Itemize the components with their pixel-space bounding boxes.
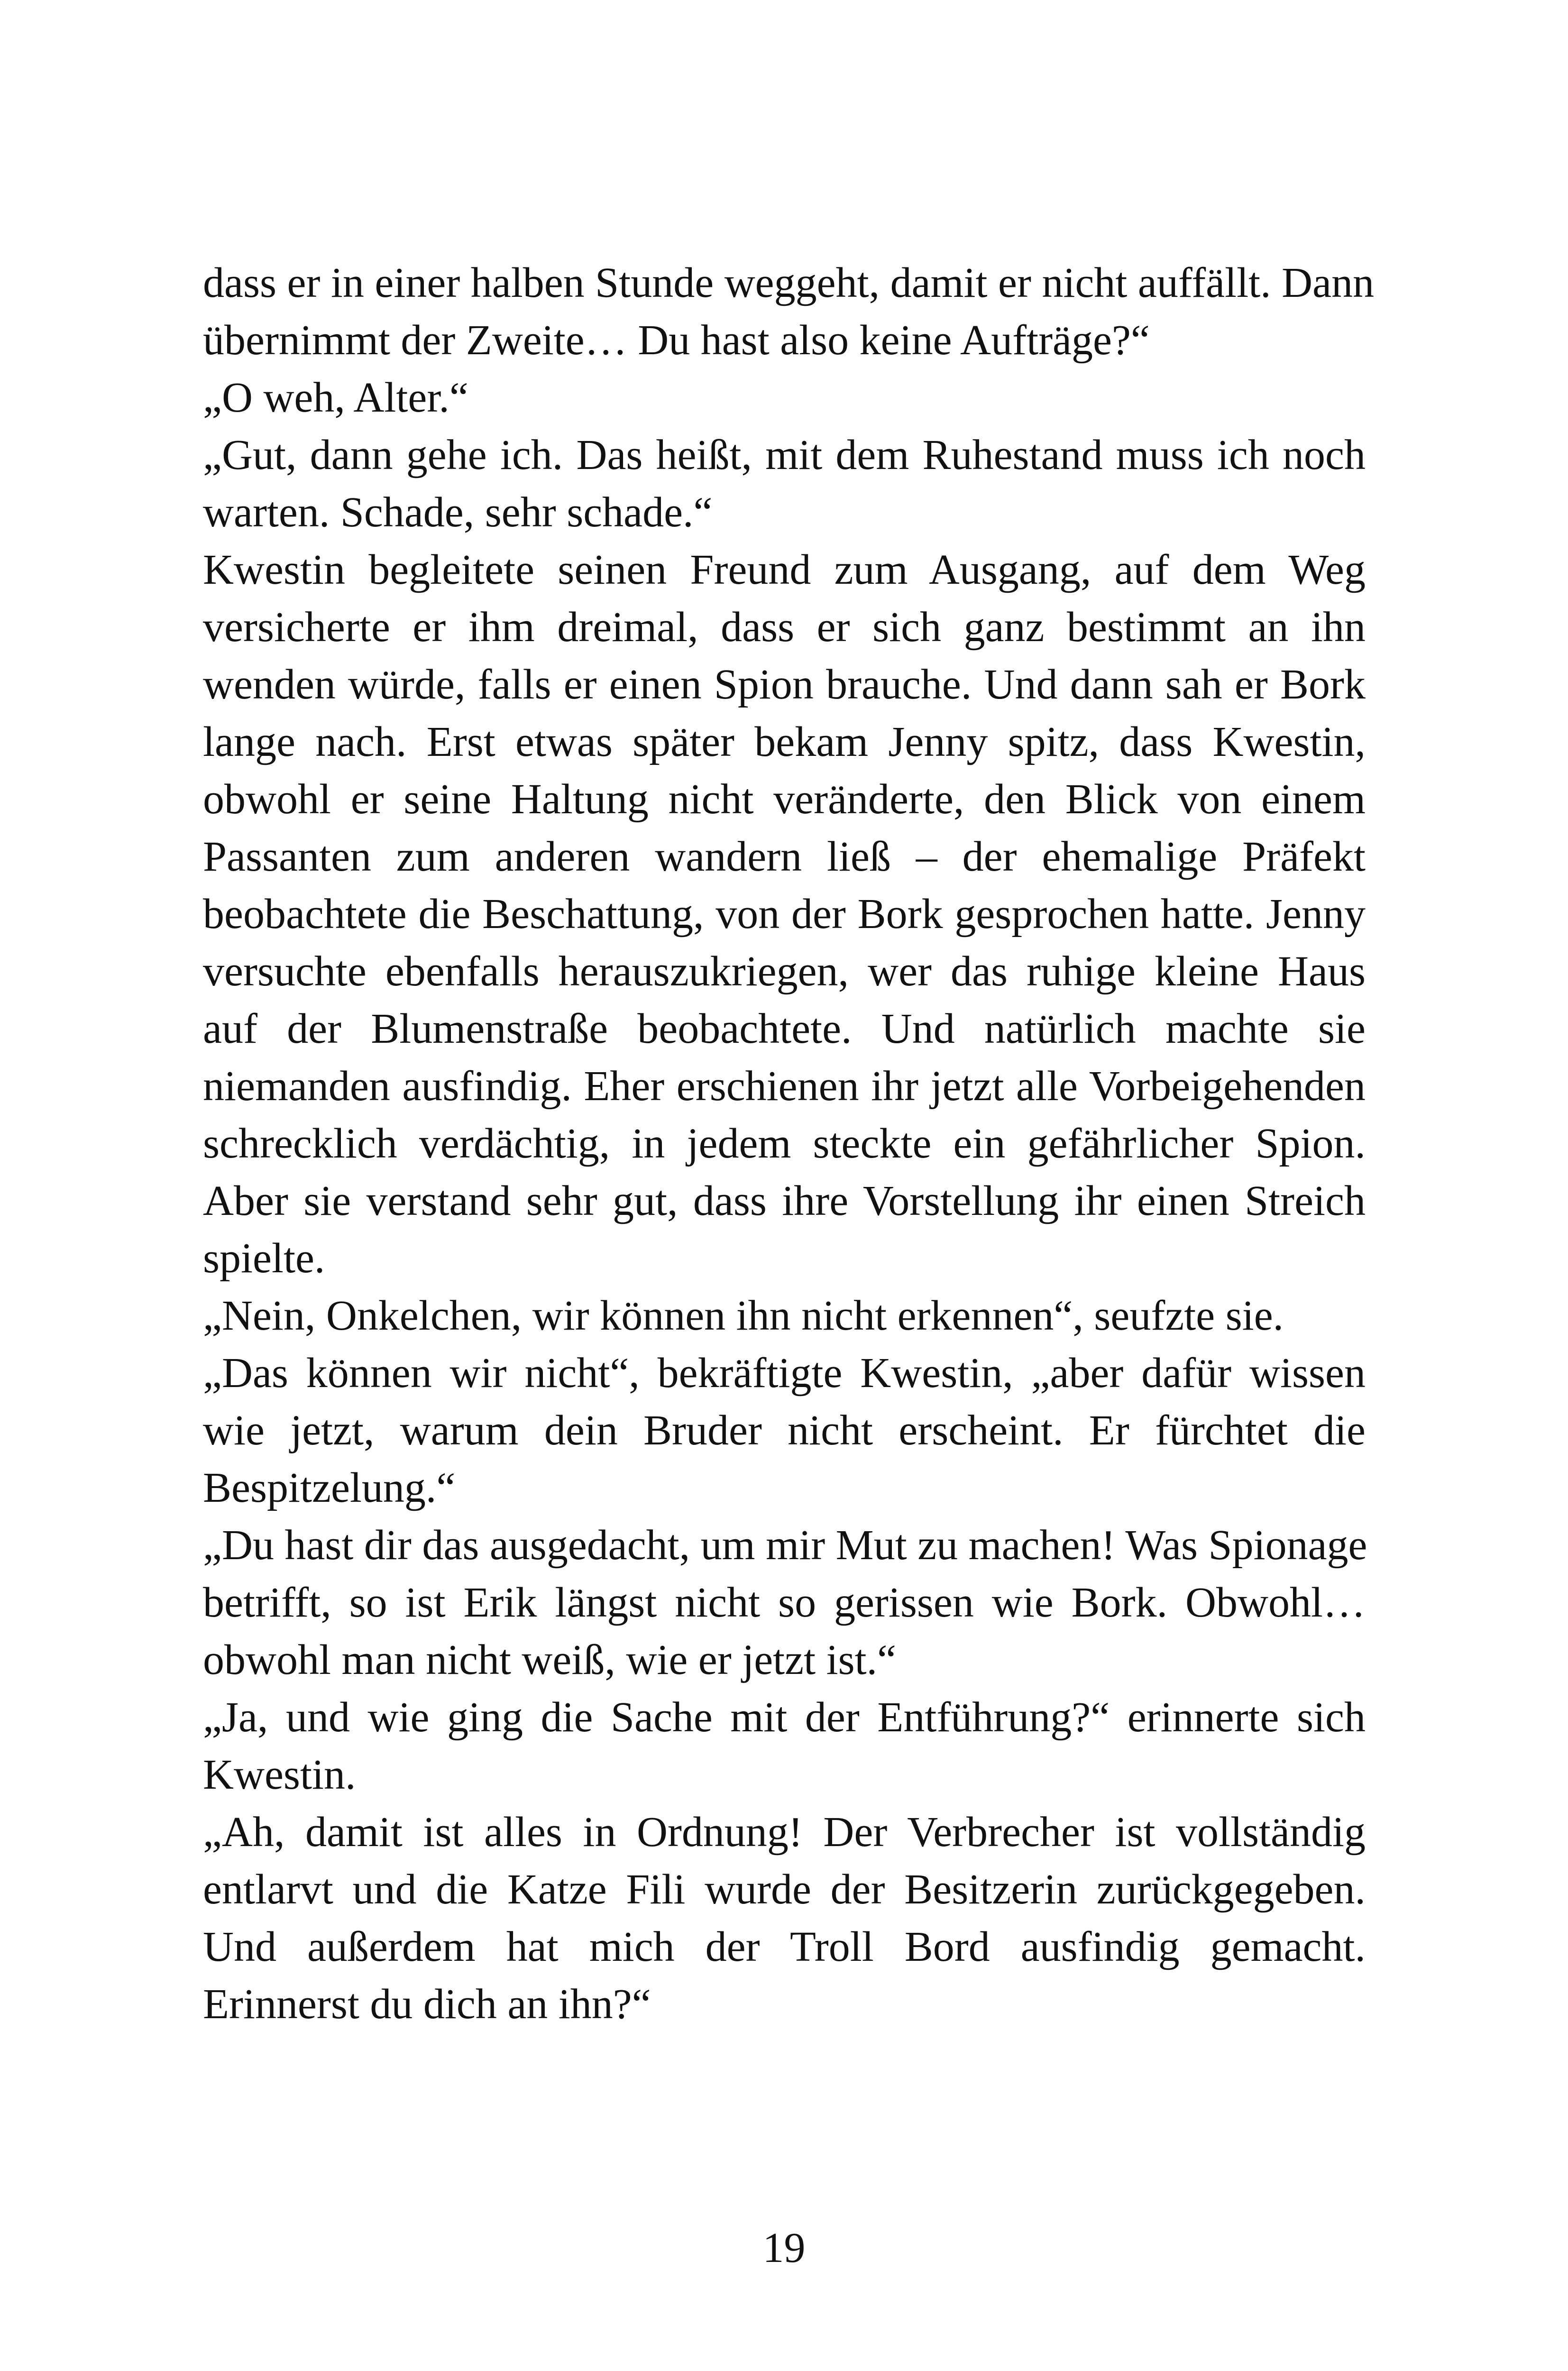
text-line: „O weh, Alter.“ [203,374,468,421]
text-line: „Nein, Onkelchen, wir können ihn nicht erkennen“, seufzte sie. [203,1292,1284,1339]
text-line: warten. Schade, sehr schade.“ [203,489,713,536]
text-line: schrecklich verdächtig, in jedem steckte ein gefährlicher Spion. [203,1120,1366,1167]
text-line: spielte. [203,1235,325,1282]
text-line: „Gut, dann gehe ich. Das heißt, mit dem Ruhestand muss ich noch [203,432,1366,478]
text-line: auf der Blumenstraße beobachtete. Und natürlich machte sie [203,1005,1366,1052]
text-line: Aber sie verstand sehr gut, dass ihre Vorstellung ihr einen Streich [203,1177,1366,1224]
text-line: Und außerdem hat mich der Troll Bord ausfindig gemacht. [203,1923,1366,1970]
text-line: beobachtete die Beschattung, von der Bork gesprochen hatte. Jenny [203,891,1366,937]
text-line: Bespitzelung.“ [203,1464,456,1511]
text-line: betrifft, so ist Erik längst nicht so gerissen wie Bork. Obwohl… [203,1579,1366,1626]
text-line: niemanden ausfindig. Eher erschienen ihr jetzt alle Vorbeigehenden [203,1063,1366,1110]
text-line: lange nach. Erst etwas später bekam Jenny spitz, dass Kwestin, [203,718,1366,765]
text-line: übernimmt der Zweite… Du hast also keine Aufträge?“ [203,317,1150,364]
text-line: Kwestin begleitete seinen Freund zum Ausgang, auf dem Weg [203,546,1366,593]
page-number: 19 [762,2224,806,2271]
text-line: Erinnerst du dich an ihn?“ [203,1981,651,2028]
text-line: wie jetzt, warum dein Bruder nicht erscheint. Er fürchtet die [203,1407,1366,1454]
text-line: wenden würde, falls er einen Spion brauche. Und dann sah er Bork [203,661,1366,708]
text-line: versuchte ebenfalls herauszukriegen, wer das ruhige kleine Haus [203,948,1366,995]
text-line: dass er in einer halben Stunde weggeht, damit er nicht auffällt. Dann [203,259,1375,306]
text-line: „Du hast dir das ausgedacht, um mir Mut zu machen! Was Spionage [203,1522,1367,1569]
text-line: obwohl man nicht weiß, wie er jetzt ist.“ [203,1636,897,1683]
text-line: obwohl er seine Haltung nicht veränderte, den Blick von einem [203,776,1366,823]
text-line: „Ja, und wie ging die Sache mit der Entführung?“ erinnerte sich [203,1694,1366,1741]
text-line: versicherte er ihm dreimal, dass er sich ganz bestimmt an ihn [203,604,1366,651]
text-line: „Das können wir nicht“, bekräftigte Kwestin, „aber dafür wissen [203,1350,1366,1397]
text-line: Kwestin. [203,1751,356,1798]
text-line: Passanten zum anderen wandern ließ – der ehemalige Präfekt [203,833,1366,880]
text-line: entlarvt und die Katze Fili wurde der Besitzerin zurückgegeben. [203,1866,1366,1913]
body-text [203,254,1375,2033]
text-line: „Ah, damit ist alles in Ordnung! Der Verbrecher ist vollständig [203,1809,1366,1856]
